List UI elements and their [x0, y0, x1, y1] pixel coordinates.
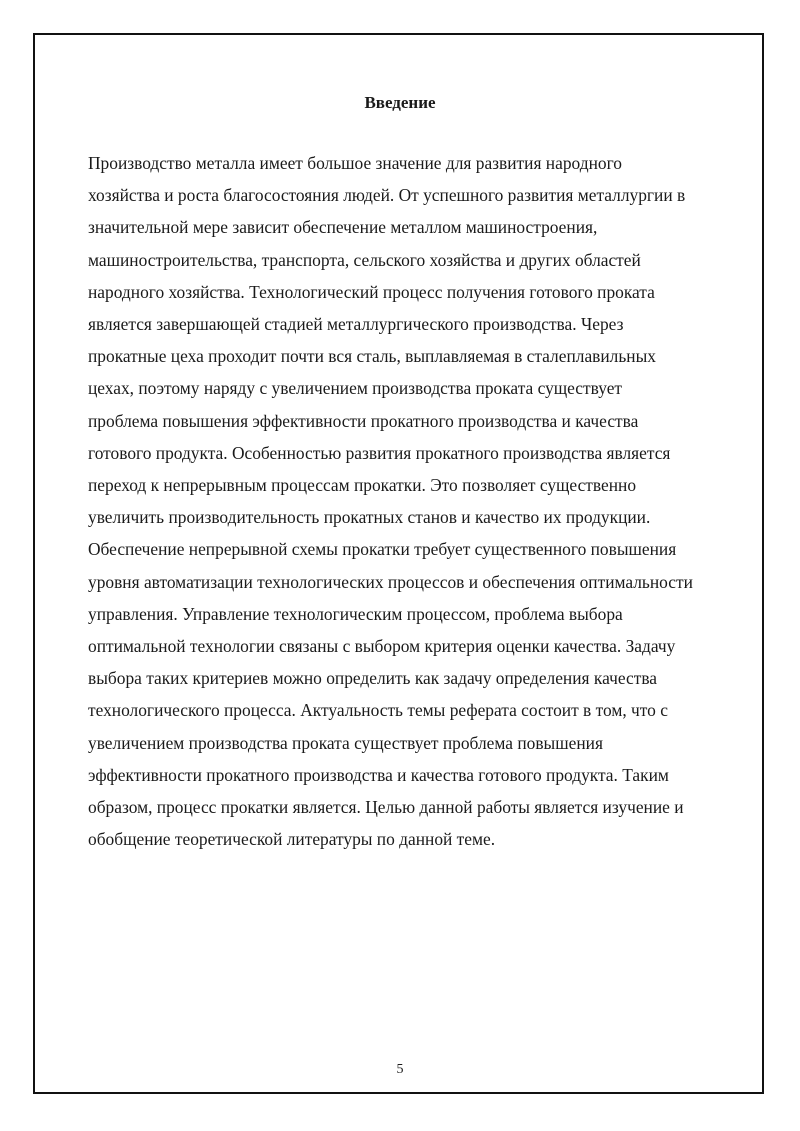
text-line: оптимальной технологии связаны с выбором критерия оценки качества. Задачу [88, 636, 676, 657]
text-line: увеличением производства проката существует проблема повышения [88, 732, 603, 753]
text-line: Производство металла имеет большое значение для развития народного [88, 153, 622, 173]
text-line: цехах, поэтому наряду с увеличением производства проката существует [88, 378, 623, 399]
text-line: управления. Управление технологическим процессом, проблема выбора [88, 603, 623, 624]
text-line: образом, процесс прокатки является. Целью данной работы является изучение и [88, 797, 684, 818]
text-line: выбора таких критериев можно определить как задачу определения качества [88, 668, 658, 689]
section-title: Введение [364, 93, 436, 112]
text-line: эффективности прокатного производства и качества готового продукта. Таким [88, 764, 669, 785]
text-line: является завершающей стадией металлургического производства. Через [88, 314, 624, 335]
text-line: значительной мере зависит обеспечение металлом машиностроения, [88, 217, 598, 238]
text-line: уровня автоматизации технологических процессов и обеспечения оптимальности [88, 571, 693, 592]
text-line: Обеспечение непрерывной схемы прокатки требует существенного повышения [88, 539, 677, 560]
text-line: технологического процесса. Актуальность темы реферата состоит в том, что с [88, 700, 668, 721]
text-line: готового продукта. Особенностью развития прокатного производства является [88, 442, 671, 463]
text-line: машиностроительства, транспорта, сельского хозяйства и других областей [88, 249, 641, 270]
text-line: народного хозяйства. Технологический процесс получения готового проката [88, 281, 655, 302]
body-paragraph [88, 147, 748, 855]
text-line: проблема повышения эффективности прокатного производства и качества [88, 410, 639, 431]
text-line: переход к непрерывным процессам прокатки. Это позволяет существенно [88, 475, 637, 496]
text-line: обобщение теоретической литературы по данной теме. [88, 829, 496, 850]
text-line: хозяйства и роста благосостояния людей. От успешного развития металлургии в [88, 185, 686, 206]
text-line: увеличить производительность прокатных станов и качество их продукции. [88, 507, 651, 528]
page-number: 5 [396, 1062, 404, 1077]
text-line: прокатные цеха проходит почти вся сталь, выплавляемая в сталеплавильных [88, 346, 656, 367]
